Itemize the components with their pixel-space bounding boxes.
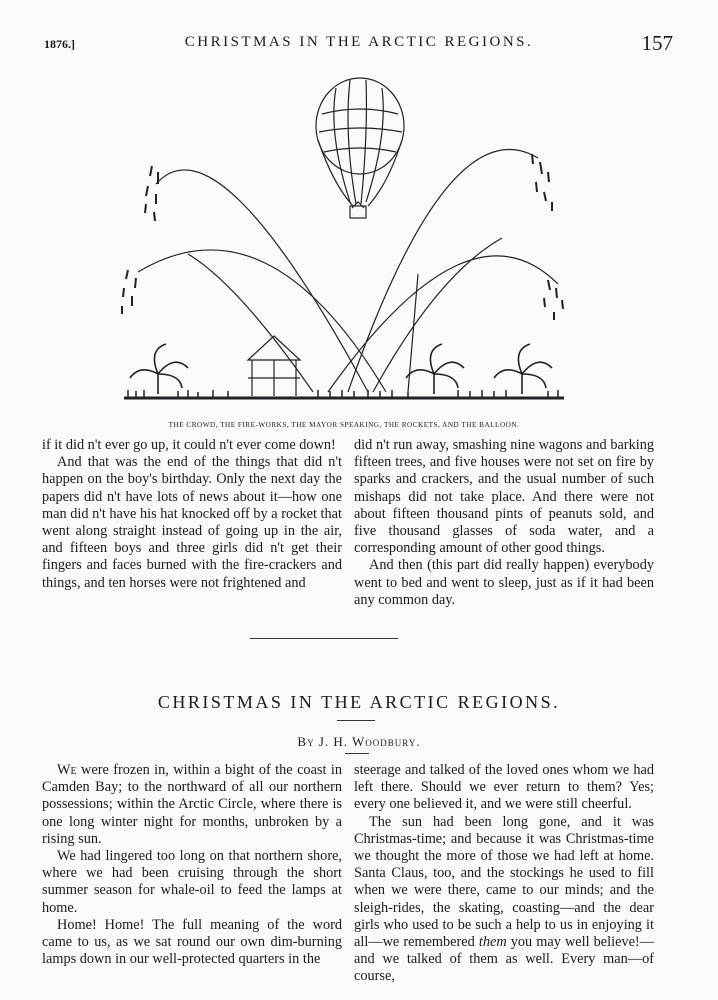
firework-trees xyxy=(130,344,552,394)
article-left-column xyxy=(42,762,342,968)
drop-word: We xyxy=(57,762,77,778)
running-title: CHRISTMAS IN THE ARCTIC REGIONS. xyxy=(184,34,534,50)
byline-author: J. H. Woodbury. xyxy=(318,734,421,749)
paragraph: We had lingered too long on that northern shore, where we had been cruising through the short summer season for whale-oil to feed the lamps at home. xyxy=(42,848,342,916)
header-year: 1876.] xyxy=(44,37,75,51)
bandstand-drawing xyxy=(248,336,300,396)
byline-prefix: By xyxy=(297,734,315,749)
section-divider xyxy=(250,638,398,639)
paragraph: Home! Home! The full meaning of the word came to us, as we sat round our own dim-burning lamps down in our well-protected quarters in the xyxy=(42,916,342,968)
falling-sparks xyxy=(122,154,563,320)
top-story-right-column xyxy=(354,437,654,609)
rocket-trails xyxy=(138,149,558,392)
byline-rule xyxy=(345,753,369,754)
paragraph: The sun had been long gone, and it was Christmas-time; and because it was Christmas-time we thought the more of those we had left at home. Santa Claus, too, and the stockings he used to fill when we were there, came to our minds; and the sleigh-rides, the skating, coasting—and the dear girls who used to be such a help to us in enjoying it all—we remembered them you may well believe!—and we talked of them as well. Every man—of course, xyxy=(354,813,654,985)
top-story-left-column xyxy=(42,437,342,592)
page-number: 157 xyxy=(641,31,673,55)
article-right-column xyxy=(354,762,654,986)
paragraph: And then (this part did really happen) everybody went to bed and went to sleep, just as if it had been any common day. xyxy=(354,557,654,608)
paragraph: if it did n't ever go up, it could n't ever come down! xyxy=(42,437,336,453)
balloon-drawing xyxy=(316,78,404,218)
article-title: CHRISTMAS IN THE ARCTIC REGIONS. xyxy=(157,692,561,712)
byline xyxy=(0,734,718,750)
paragraph: We were frozen in, within a bight of the coast in Camden Bay; to the northward of all our northern possessions; within the Arctic Circle, where there is one long winter night for months, unbroken by a rising sun. xyxy=(42,762,342,847)
fireworks-illustration xyxy=(118,74,570,414)
title-rule xyxy=(337,720,375,721)
paragraph: steerage and talked of the loved ones whom we had left there. Should we ever return to them? Yes; every one believed it, and we were still cheerful. xyxy=(354,762,654,813)
paragraph: did n't run away, smashing nine wagons and barking fifteen trees, and five houses were not set on fire by sparks and crackers, and the usual number of such mishaps did not take place. And there were not about fifteen thousand pints of peanuts sold, and five thousand glasses of soda water, and a corresponding amount of other good things. xyxy=(354,437,654,557)
paragraph: And that was the end of the things that did n't happen on the boy's birthday. Only the next day the papers did n't have lots of news about it—how one man did n't have his hat knocked off by a rocket that went along straight instead of going up in the air, and fifteen boys and three girls did n't get their fingers and faces burned with the fire-crackers and things, and ten horses were not frightened and xyxy=(42,454,342,591)
illustration-caption: THE CROWD, THE FIRE-WORKS, THE MAYOR SPEAKING, THE ROCKETS, AND THE BALLOON. xyxy=(168,421,520,429)
emphasis: them xyxy=(478,934,507,951)
